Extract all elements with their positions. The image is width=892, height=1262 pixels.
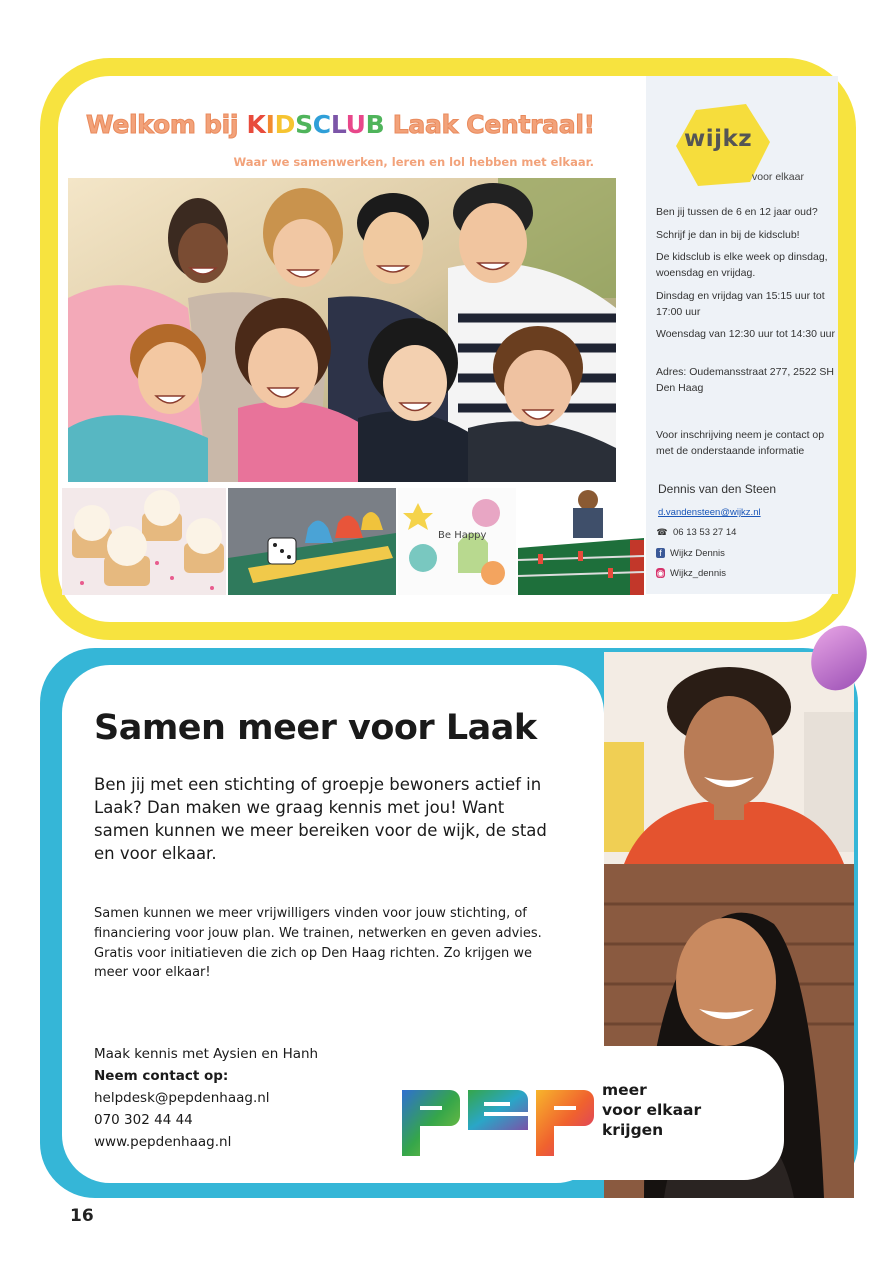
kidsclub-subtitle: Waar we samenwerken, leren en lol hebben met elkaar. xyxy=(233,155,594,169)
pep-heading: Samen meer voor Laak xyxy=(94,708,537,748)
info-address: Adres: Oudemansstraat 277, 2522 SH Den Haag xyxy=(656,366,835,394)
info-registration: Voor inschrijving neem je contact op met de onderstaande informatie xyxy=(656,429,825,457)
kidsclub-letter: S xyxy=(295,110,313,139)
contact-name: Dennis van den Steen xyxy=(658,482,777,496)
kids-group-photo xyxy=(68,178,616,482)
pep-slogan-line: voor elkaar xyxy=(602,1101,702,1119)
pep-body: Samen kunnen we meer vrijwilligers vinden voor jouw stichting, of financiering voor jouw plan. We trainen, netwerken en geven advies. Gratis voor initiatieven die zich op Den Haag richten. Zo krijgen we meer voor elkaar! xyxy=(94,906,542,981)
instagram-name: Wijkz_dennis xyxy=(670,568,726,579)
pep-website-link[interactable]: www.pepdenhaag.nl xyxy=(94,1134,232,1150)
phone-icon: ☎ xyxy=(656,527,668,537)
kidsclub-title: Welkom bij KIDSCLUB Laak Centraal! xyxy=(86,110,595,139)
easter-egg-icon xyxy=(808,620,870,692)
pep-email-link[interactable]: helpdesk@pepdenhaag.nl xyxy=(94,1090,270,1106)
contact-phone xyxy=(656,527,736,538)
info-times-wed: Woensdag van 12:30 uur tot 14:30 uur xyxy=(656,328,836,340)
kidsclub-colored-word xyxy=(247,110,385,139)
kidsclub-letter: C xyxy=(312,110,331,139)
info-days: De kidsclub is elke week op dinsdag, woensdag en vrijdag. xyxy=(656,251,828,279)
pep-slogan-line: meer xyxy=(602,1081,647,1099)
kidsclub-letter: B xyxy=(365,110,385,139)
pep-contact-label: Neem contact op: xyxy=(94,1068,229,1084)
kidsclub-letter: U xyxy=(345,110,366,139)
facebook-name: Wijkz Dennis xyxy=(670,548,725,559)
contact-facebook[interactable] xyxy=(656,548,725,559)
contact-instagram[interactable] xyxy=(656,568,726,579)
instagram-icon: ◉ xyxy=(656,568,665,578)
doodle-drawings-photo xyxy=(398,488,516,595)
contact-email-link[interactable]: d.vandensteen@wijkz.nl xyxy=(658,507,761,518)
wijkz-logo-text: wijkz xyxy=(684,126,753,152)
info-times-tue-fri: Dinsdag en vrijdag van 15:15 uur tot 17:00 uur xyxy=(656,290,825,318)
pep-phone: 070 302 44 44 xyxy=(94,1112,193,1128)
wijkz-tagline: voor elkaar xyxy=(752,171,804,183)
cupcakes-photo xyxy=(62,488,226,595)
kidsclub-letter: I xyxy=(265,110,275,139)
facebook-icon: f xyxy=(656,548,665,558)
phone-number: 06 13 53 27 14 xyxy=(673,527,737,538)
info-age: Ben jij tussen de 6 en 12 jaar oud? xyxy=(656,206,818,218)
pep-slogan-line: krijgen xyxy=(602,1121,664,1139)
kidsclub-letter: K xyxy=(246,110,266,139)
page-number: 16 xyxy=(70,1206,94,1226)
kidsclub-letter: L xyxy=(330,110,346,139)
pep-slogan xyxy=(602,1080,701,1140)
board-game-photo xyxy=(228,488,396,595)
pep-logo-icon xyxy=(398,1080,594,1162)
svg-text:Be Happy: Be Happy xyxy=(438,530,487,541)
info-signup: Schrijf je dan in bij de kidsclub! xyxy=(656,229,800,241)
kidsclub-letter: D xyxy=(274,110,296,139)
pep-meet: Maak kennis met Aysien en Hanh xyxy=(94,1046,319,1062)
pep-intro: Ben jij met een stichting of groepje bewoners actief in Laak? Dan maken we graag kennis met jou! Want samen kunnen we meer bereiken voor de wijk, de stad en voor elkaar. xyxy=(94,775,547,863)
foosball-photo xyxy=(518,488,644,595)
